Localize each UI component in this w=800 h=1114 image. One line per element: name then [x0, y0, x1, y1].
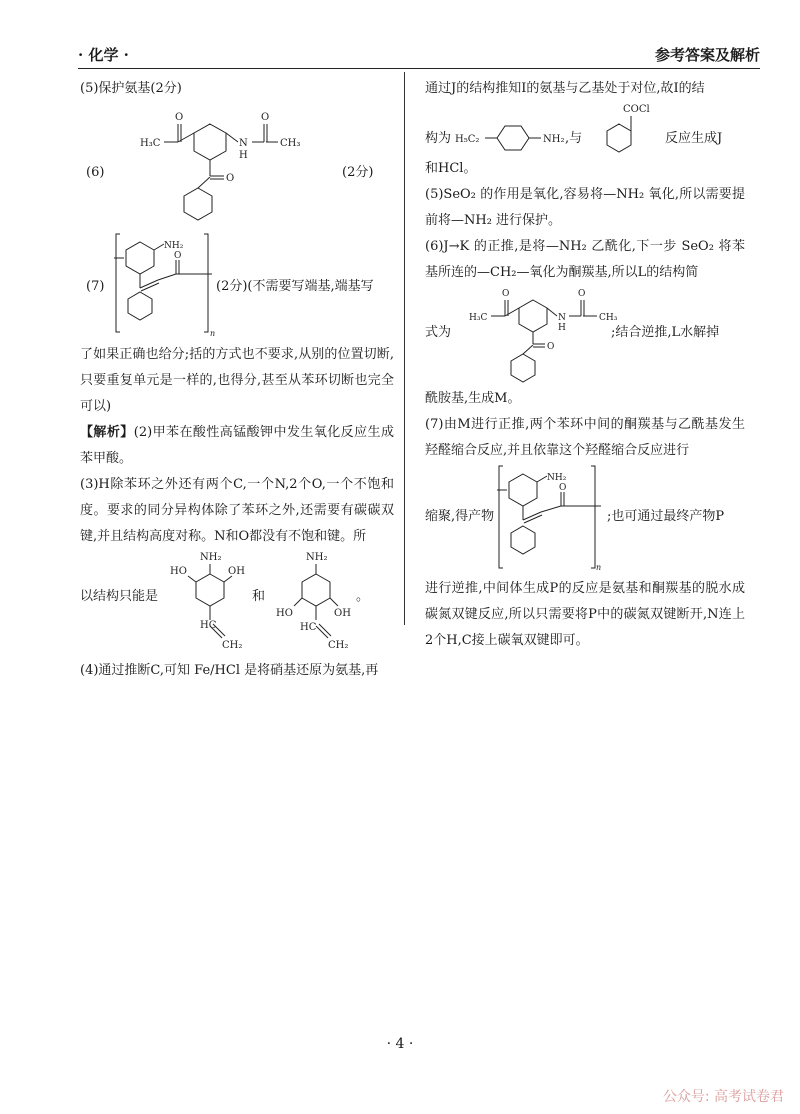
analysis-tag: 【解析】 — [80, 425, 134, 440]
r2-pre: 构为 — [425, 131, 452, 146]
r6-post: ;结合逆推,L水解掉 — [611, 325, 720, 340]
o-text: O — [175, 112, 184, 123]
h-text: H — [239, 150, 248, 161]
r2-mid: ,与 — [565, 131, 583, 146]
answer-7-label: (7) — [86, 279, 105, 294]
r6-end: 酰胺基,生成M。 — [425, 391, 521, 406]
analysis-3: (3)H除苯环之外还有两个C,一个N,2个O,一个不饱和度。要求的同分异构体除了苯环之外,还需要有碳碳双键,并且结构高度对称。N和O都没有不饱和键。所 — [80, 477, 394, 544]
page-header — [78, 44, 760, 68]
r7-post: ;也可通过最终产物P — [607, 509, 725, 524]
n-text: N — [239, 138, 248, 149]
isomer-1 — [170, 550, 250, 656]
h3c-text: H₃C — [469, 313, 488, 323]
o-text: O — [547, 342, 555, 352]
o-text: O — [174, 251, 182, 261]
nh2-text: NH₂ — [547, 473, 567, 483]
hc-text: HC — [300, 622, 317, 633]
nh2-text: NH₂ — [543, 134, 565, 145]
oh-text: OH — [334, 608, 351, 619]
answer-5: (5)保护氨基(2分) — [80, 81, 182, 96]
h-text: H — [558, 323, 566, 333]
structure-l-row — [425, 286, 745, 386]
ch3-text: CH₃ — [280, 138, 301, 149]
answer-7 — [80, 232, 394, 342]
answer-7-continued: 了如果正确也给分;括的方式也不要求,从别的位置切断,只要重复单元是一样的,也得分,甚至从苯环切断也完全可以) — [80, 347, 394, 414]
h5c2-text: H₅C₂ — [455, 134, 480, 145]
analysis-7: (7)由M进行正推,两个苯环中间的酮羰基与乙酰基发生羟醛缩合反应,并且依靠这个羟醛缩合反应进行 — [425, 417, 745, 458]
structure-i-row — [425, 102, 745, 156]
r6-pre: 式为 — [425, 325, 452, 340]
r3: 和HCl。 — [425, 161, 477, 176]
structure-6 — [120, 102, 320, 230]
ch3-text: CH₃ — [599, 313, 618, 323]
analysis-2 — [80, 420, 394, 472]
answer-7-note: (2分)(不需要写端基,端基写 — [216, 279, 374, 294]
polymer-row — [425, 464, 745, 576]
polymer-product — [497, 464, 603, 572]
o-text: O — [578, 289, 586, 299]
ch2-text: CH₂ — [328, 640, 349, 651]
subject-label: · 化学 · — [78, 46, 129, 64]
analysis-3-structures — [80, 550, 394, 658]
o-text: O — [226, 173, 235, 184]
ch2-text: CH₂ — [222, 640, 243, 651]
o-text: O — [502, 289, 510, 299]
analysis-6: (6)J→K 的正推,是将—NH₂ 乙酰化,下一步 SeO₂ 将苯基所连的—CH₂—氧化为酮羰基,所以L的结构简 — [425, 239, 745, 280]
answer-6-label: (6) — [86, 165, 105, 180]
watermark: 公众号: 高考试卷君 — [662, 1089, 784, 1105]
analysis-4-cont-1: 通过J的结构推知I的氨基与乙基处于对位,故I的结 — [425, 81, 705, 96]
r7-end: 进行逆推,中间体生成P的反应是氨基和酮羰基的脱水成碳氮双键反应,所以只需要将P中的碳氮双键断开,N连上2个H,C接上碳氧双键即可。 — [425, 581, 745, 648]
nh2-text: NH₂ — [200, 552, 222, 563]
benzoyl-chloride — [597, 102, 657, 156]
oh-text: OH — [228, 566, 245, 577]
page-number: · 4 · — [386, 1036, 414, 1052]
answer-6 — [80, 102, 394, 232]
hc-text: HC — [200, 620, 217, 631]
n-subscript: n — [596, 563, 602, 572]
left-column — [80, 76, 394, 684]
nh2-text: NH₂ — [164, 241, 184, 251]
structure-i — [455, 112, 605, 162]
ho-text: HO — [170, 566, 187, 577]
structure-l — [451, 286, 631, 384]
section-title: 参考答案及解析 — [654, 46, 760, 64]
analysis-2-text: (2)甲苯在酸性高锰酸钾中发生氧化反应生成苯甲酸。 — [80, 425, 394, 466]
right-column — [425, 76, 745, 654]
h3c-text: H₃C — [140, 138, 161, 149]
answer-6-score: (2分) — [342, 165, 374, 180]
n-text: N — [558, 313, 566, 323]
period-text: 。 — [356, 589, 370, 604]
polymer-structure-7 — [114, 232, 214, 336]
analysis-4: (4)通过推断C,可知 Fe/HCl 是将硝基还原为氨基,再 — [80, 663, 379, 678]
and-text: 和 — [252, 589, 266, 604]
r7-pre: 缩聚,得产物 — [425, 509, 495, 524]
nh2-text: NH₂ — [306, 552, 328, 563]
o-text: O — [559, 483, 567, 493]
header-rule — [78, 68, 760, 69]
cocl-text: COCl — [623, 104, 650, 115]
o-text: O — [261, 112, 270, 123]
isomer-2 — [276, 550, 366, 656]
n-subscript: n — [210, 329, 216, 338]
r2-post: 反应生成J — [665, 131, 723, 146]
ho-text: HO — [276, 608, 293, 619]
analysis-5: (5)SeO₂ 的作用是氧化,容易将—NH₂ 氧化,所以需要提前将—NH₂ 进行保护。 — [425, 187, 745, 228]
analysis-3-end: 以结构只能是 — [80, 589, 159, 604]
column-divider — [404, 72, 405, 625]
